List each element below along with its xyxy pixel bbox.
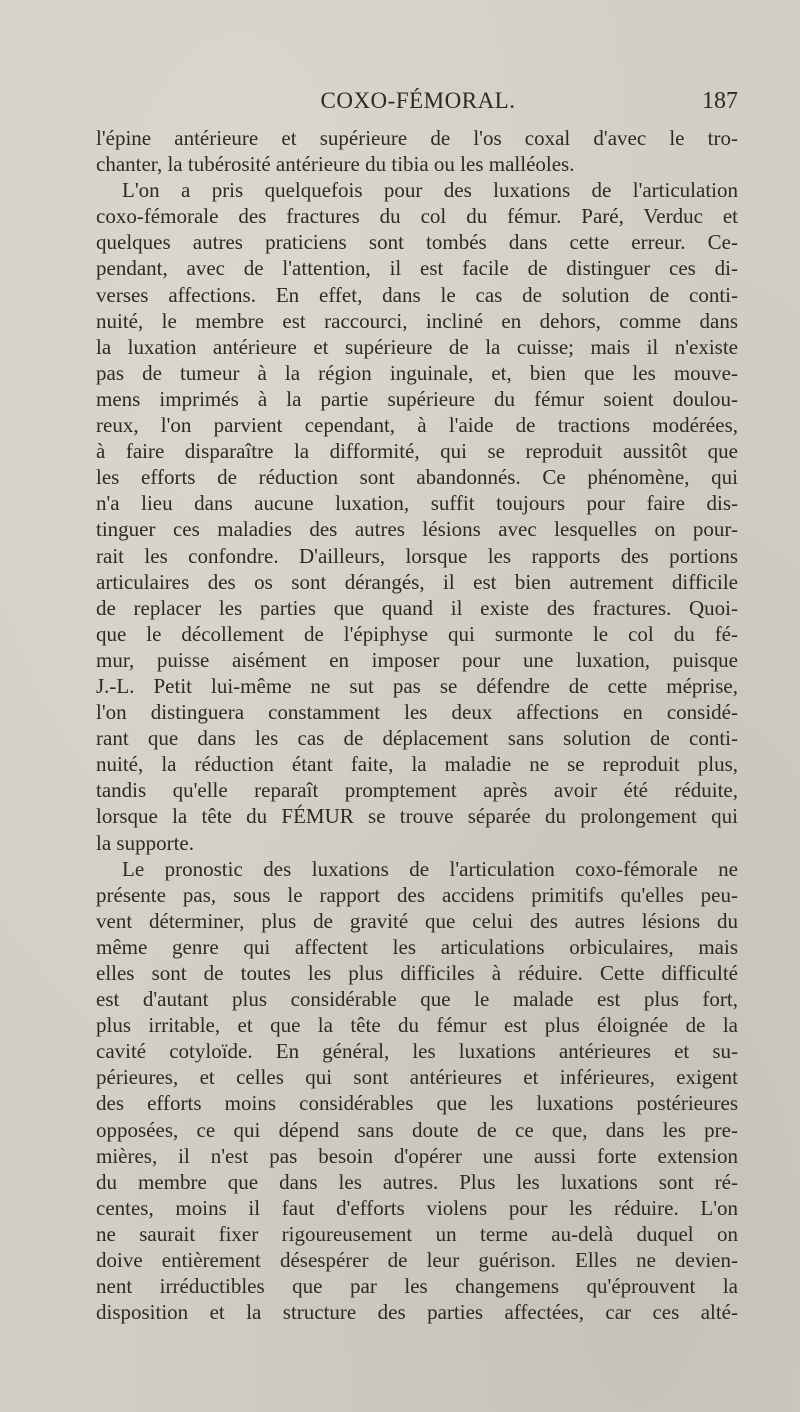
- text-line: n'a lieu dans aucune luxation, suffit toujours pour faire dis-: [96, 491, 738, 516]
- text-line: est d'autant plus considérable que le malade est plus fort,: [96, 987, 738, 1012]
- text-line: mens imprimés à la partie supérieure du fémur soient doulou-: [96, 386, 738, 411]
- text-line: la luxation antérieure et supérieure de la cuisse; mais il n'existe: [96, 334, 738, 359]
- text-line: même genre qui affectent les articulations orbiculaires, mais: [96, 934, 738, 959]
- text-line: disposition et la structure des parties affectées, car ces alté-: [96, 1300, 738, 1325]
- body-text: [96, 125, 738, 1325]
- text-line: Le pronostic des luxations de l'articulation coxo-fémorale ne: [122, 856, 738, 881]
- text-line: nent irréductibles que par les changemens qu'éprouvent la: [96, 1274, 738, 1299]
- text-line: pendant, avec de l'attention, il est facile de distinguer ces di-: [96, 256, 738, 281]
- text-line: centes, moins il faut d'efforts violens pour les réduire. L'on: [96, 1195, 738, 1220]
- page-number: 187: [702, 88, 738, 114]
- text-line: coxo-fémorale des fractures du col du fémur. Paré, Verduc et: [96, 204, 738, 229]
- text-line: présente pas, sous le rapport des accidens primitifs qu'elles peu-: [96, 882, 738, 907]
- text-line: à faire disparaître la difformité, qui se reproduit aussitôt que: [96, 439, 738, 464]
- text-line: que le décollement de l'épiphyse qui surmonte le col du fé-: [96, 621, 738, 646]
- text-line: J.-L. Petit lui-même ne sut pas se défendre de cette méprise,: [96, 673, 738, 698]
- text-line: lorsque la tête du FÉMUR se trouve séparée du prolongement qui: [96, 804, 738, 829]
- running-title: COXO-FÉMORAL.: [320, 88, 516, 113]
- text-line: pas de tumeur à la région inguinale, et, bien que les mouve-: [96, 360, 738, 385]
- text-line: ne saurait fixer rigoureusement un terme au-delà duquel on: [96, 1221, 738, 1246]
- text-line: vent déterminer, plus de gravité que celui des autres lésions du: [96, 908, 738, 933]
- text-line: périeures, et celles qui sont antérieures et inférieures, exigent: [96, 1065, 738, 1090]
- text-line: des efforts moins considérables que les luxations postérieures: [96, 1091, 738, 1116]
- text-line: opposées, ce qui dépend sans doute de ce que, dans les pre-: [96, 1117, 738, 1142]
- text-line: du membre que dans les autres. Plus les luxations sont ré-: [96, 1169, 738, 1194]
- text-line: mières, il n'est pas besoin d'opérer une aussi forte extension: [96, 1143, 738, 1168]
- text-line: rait les confondre. D'ailleurs, lorsque les rapports des portions: [96, 543, 738, 568]
- text-line: l'épine antérieure et supérieure de l'os coxal d'avec le tro-: [96, 126, 738, 150]
- text-line: cavité cotyloïde. En général, les luxations antérieures et su-: [96, 1039, 738, 1064]
- text-line: reux, l'on parvient cependant, à l'aide de tractions modérées,: [96, 413, 738, 438]
- text-line: tinguer ces maladies des autres lésions avec lesquelles on pour-: [96, 517, 738, 542]
- text-line: doive entièrement désespérer de leur guérison. Elles ne devien-: [96, 1248, 738, 1273]
- text-line: nuité, la réduction étant faite, la maladie ne se reproduit plus,: [96, 752, 738, 777]
- text-line: la supporte.: [96, 830, 194, 855]
- text-line: elles sont de toutes les plus difficiles à réduire. Cette difficulté: [96, 961, 738, 985]
- text-line: de replacer les parties que quand il existe des fractures. Quoi-: [96, 595, 738, 620]
- text-line: l'on distinguera constamment les deux affections en considé-: [96, 700, 738, 725]
- text-line: plus irritable, et que la tête du fémur est plus éloignée de la: [96, 1013, 738, 1038]
- text-line: rant que dans les cas de déplacement sans solution de conti-: [96, 726, 738, 751]
- text-line: quelques autres praticiens sont tombés dans cette erreur. Ce-: [96, 230, 738, 255]
- text-line: articulaires des os sont dérangés, il est bien autrement difficile: [96, 569, 738, 594]
- text-line: verses affections. En effet, dans le cas de solution de conti-: [96, 282, 738, 307]
- text-line: mur, puisse aisément en imposer pour une luxation, puisque: [96, 647, 738, 672]
- text-line: L'on a pris quelquefois pour des luxations de l'articulation: [122, 178, 738, 203]
- page-header: [98, 88, 738, 122]
- text-line: chanter, la tubérosité antérieure du tibia ou les malléoles.: [96, 152, 575, 177]
- text-line: les efforts de réduction sont abandonnés. Ce phénomène, qui: [96, 465, 738, 490]
- text-line: nuité, le membre est raccourci, incliné en dehors, comme dans: [96, 308, 738, 333]
- text-line: tandis qu'elle reparaît promptement après avoir été réduite,: [96, 778, 738, 803]
